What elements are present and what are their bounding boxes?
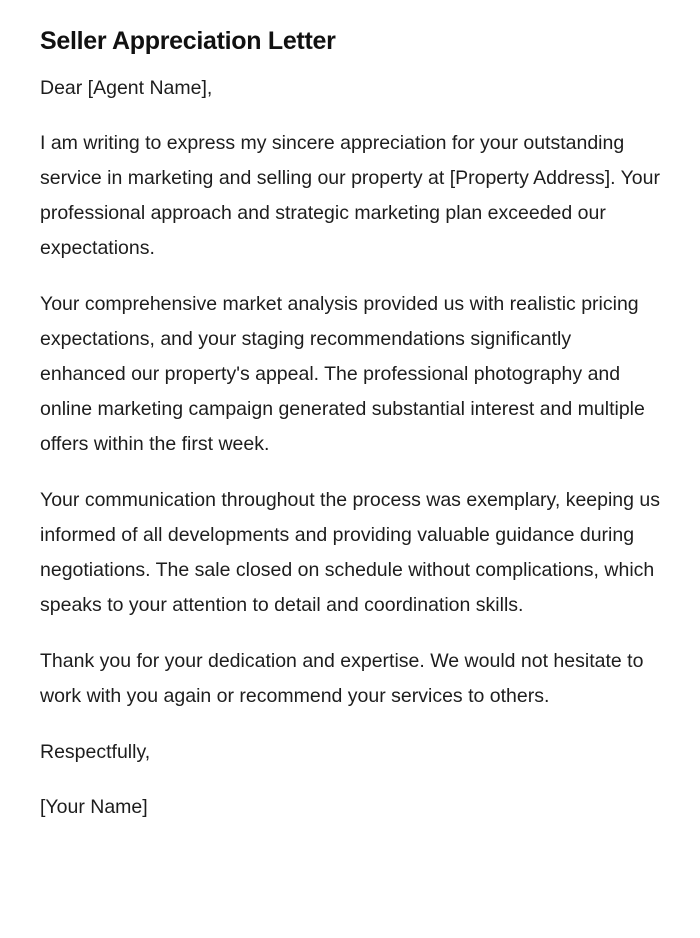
letter-salutation: Dear [Agent Name],: [40, 77, 213, 99]
letter-title: Seller Appreciation Letter: [40, 27, 336, 55]
letter-closing: Respectfully,: [40, 741, 151, 763]
letter-paragraph-2: Your comprehensive market analysis provided us with realistic pricing expectations, and your staging recommendations significantly enhanced our property's appeal. The professional photography and online marketing campaign generated substantial interest and multiple offers within the first week.: [40, 293, 645, 455]
letter-paragraph-4: Thank you for your dedication and expertise. We would not hesitate to work with you again or recommend your services to others.: [40, 650, 644, 707]
letter-signature: [Your Name]: [40, 796, 148, 818]
letter-paragraph-1: I am writing to express my sincere appreciation for your outstanding service in marketing and selling our property at [Property Address]. Your professional approach and strategic marketing plan exceeded our expectations.: [40, 132, 660, 259]
letter-paragraph-3: Your communication throughout the process was exemplary, keeping us informed of all developments and providing valuable guidance during negotiations. The sale closed on schedule without complications, which speaks to your attention to detail and coordination skills.: [40, 489, 661, 616]
